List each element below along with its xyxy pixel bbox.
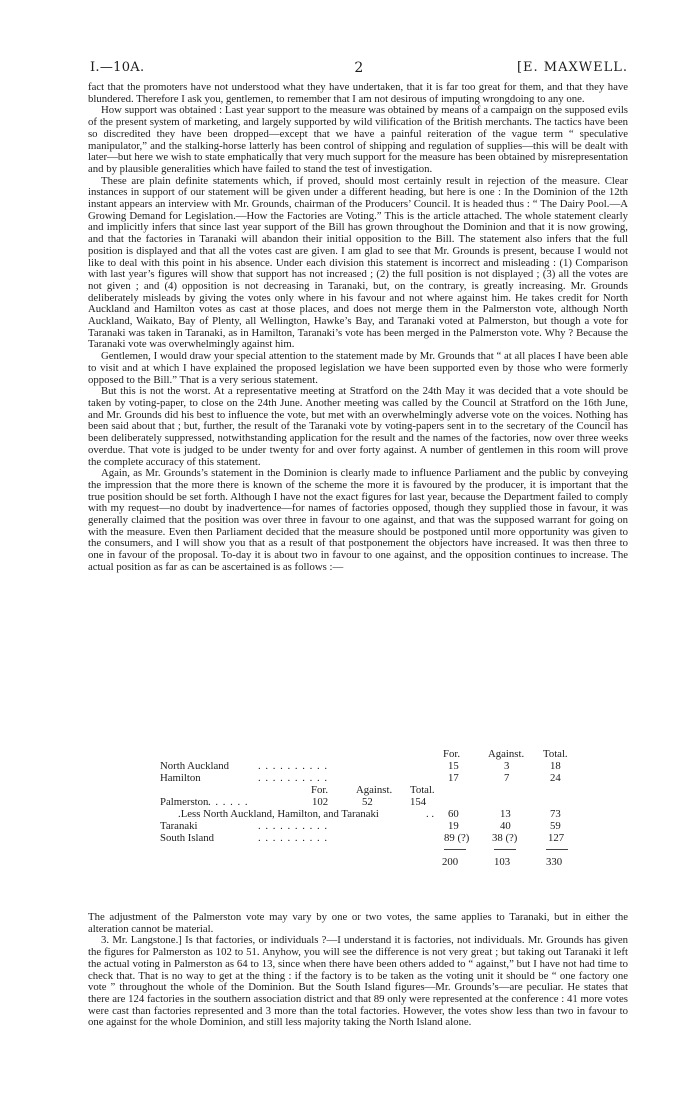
cell-for: 17 xyxy=(448,772,459,784)
paragraph: fact that the promoters have not understood what they have undertaken, that it is far too great for them, and that they have blundered. Therefore I ask you, gentlemen, to remember that I am not desirous of imputing wrongdoing to any one. xyxy=(88,81,628,105)
cell-against: 40 xyxy=(500,820,511,832)
cell-total: 24 xyxy=(550,772,561,784)
leader-dots: . . xyxy=(426,808,435,820)
paragraph: 3. Mr. Langstone.] Is that factories, or individuals ?—I understand it is factories, not individuals. Mr. Grounds has given the figures for Palmerston as 102 to 51. Anyhow, you will see the difference is not very great ; but taking out Taranaki it left the actual voting in Palmerston as 64 to 13, since when there have been others added to “ against,” but I have not had time to check that. That is no way to get at the thing : if the factory is to be taken as the voting unit it should be “ one factory one vote ” throughout the whole of the Dominion. But the South Island figures—Mr. Grounds’s—are peculiar. He states that there are 124 factories in the southern association district and that 89 only were represented at the conference : 41 more votes were cast than factories represented and 3 more than the total factories. However, the votes show less than two in favour to one against for the whole Dominion, and still less majority taking the North Island alone. xyxy=(88,934,628,1029)
leader-dots: . . . . . . . . . . xyxy=(258,832,329,844)
paragraph: But this is not the worst. At a representative meeting at Stratford on the 24th May it was decided that a vote should be taken by voting-paper, to close on the 24th June. Another meeting was called by the Council at Stratford on the 16th June, and Mr. Grounds did his best to influence the vote, but met with an overwhelmingly adverse vote on the voices. Nothing has been said about that ; but, further, the result of the Taranaki vote by voting-papers sent in to the secretary of the Council has been deliberately suppressed, notwithstanding application for the result and the names of the factories, now over three weeks overdue. That vote is judged to be under twenty for and over forty against. A number of gentlemen in this room will prove the complete accuracy of this statement. xyxy=(88,385,628,468)
row-label: North Auckland xyxy=(160,760,229,772)
cell-total: 73 xyxy=(550,808,561,820)
sum-rule xyxy=(546,849,568,850)
leader-dots: . . . . . . . . . . xyxy=(258,760,329,772)
row-label: Palmerston xyxy=(160,796,209,808)
cell-for: 89 (?) xyxy=(444,832,470,844)
total-against: 103 xyxy=(494,856,511,868)
paragraph: These are plain definite statements which, if proved, should most certainly result in rejection of the measure. Clear instances in support of our statement will be given under a different heading, but here is one : In the Dominion of the 12th instant appears an interview with Mr. Grounds, chairman of the Producers’ Council. It is headed thus : “ The Dairy Pool.—A Growing Demand for Legislation.—How the Factories are Voting.” This is the article attached. The whole statement clearly and implicitly infers that since last year support of the Bill has grown throughout the Dominion and that it is now growing, and that the factories in Taranaki will abandon their initial opposition to the Bill. The statement also infers that the full position is displayed and that all the votes cast are given. I am glad to see that Mr. Grounds is present, because I would not like to deal with this point in his absence. Under each division this statement is incorrect and misleading : (1) Comparison with last year’s figures will show that support has not increased ; (2) the full position is not displayed ; (3) all the votes are not given ; and (4) opposition is not decreasing in Taranaki, but, on the contrary, is greatly increasing. Mr. Grounds deliberately misleads by giving the votes only where in his favour and not where against him. He takes credit for North Auckland and Hamilton votes as cast at those places, and does not merge them in the Palmerston vote, although North Auckland, Waikato, Bay of Plenty, all Wellington, Hawke’s Bay, and Taranaki voted at Palmerston, but though a vote for Taranaki was taken in Taranaki, as in Hamilton, Taranaki’s vote has been merged in the Palmerston vote. Why ? Because the Taranaki vote was overwhelmingly against him. xyxy=(88,174,628,351)
cell-total: 59 xyxy=(550,820,561,832)
total-for: 200 xyxy=(442,856,459,868)
cell-against: 38 (?) xyxy=(492,832,518,844)
cell-for: 102 xyxy=(312,796,329,808)
page-header xyxy=(90,60,628,76)
paragraph: Gentlemen, I would draw your special attention to the statement made by Mr. Grounds that “ at all places I have been able to visit and at which I have explained the proposed legislation we have been supported even by those who were formerly opposed to the Bill.” That is a very serious statement. xyxy=(88,350,628,386)
cell-against: 13 xyxy=(500,808,511,820)
row-label: .Less North Auckland, Hamilton, and Taranaki xyxy=(178,808,379,820)
cell-against: 52 xyxy=(362,796,373,808)
paragraph: The adjustment of the Palmerston vote may vary by one or two votes, the same applies to Taranaki, but in either the alteration cannot be material. xyxy=(88,911,628,935)
sub-header-against: Against. xyxy=(356,784,393,796)
row-label: Taranaki xyxy=(160,820,198,832)
sum-rule xyxy=(494,849,516,850)
grand-total: 330 xyxy=(546,856,563,868)
page-number: 2 xyxy=(354,60,364,76)
cell-for: 19 xyxy=(448,820,459,832)
paragraph: Again, as Mr. Grounds’s statement in the Dominion is clearly made to influence Parliament and the public by conveying the impression that the more there is known of the scheme the more it is favoured by the producer, it is important that the true position should be set forth. Although I have not the exact figures for last year, because the Department failed to comply with my request—no doubt by inadvertence—for names of factories opposed, though they supplied those in favour, it was generally claimed that the position was over three in favour to one against, and that was the supposed warrant for going on with the measure. Even then Parliament decided that the measure should be postponed until more opportunity was given to the consumers, and I will show you that as a result of that postponement the objectors have increased. It was then three to one in favour of the proposal. To-day it is about two in favour to one against, and the opposition continues to increase. The actual position as far as can be ascertained is as follows :— xyxy=(88,467,628,573)
cell-for: 60 xyxy=(448,808,459,820)
witness-name: [E. MAXWELL. xyxy=(516,60,628,75)
closing-text xyxy=(88,912,628,1029)
sub-header-total: Total. xyxy=(410,784,435,796)
body-text xyxy=(88,82,628,574)
row-label: Hamilton xyxy=(160,772,201,784)
cell-for: 15 xyxy=(448,760,459,772)
cell-total: 127 xyxy=(548,832,565,844)
report-reference: I.—10A. xyxy=(90,60,145,75)
votes-table xyxy=(88,749,628,907)
col-header-total: Total. xyxy=(543,748,568,760)
sum-rule xyxy=(444,849,466,850)
cell-total: 154 xyxy=(410,796,427,808)
paragraph: How support was obtained : Last year support to the measure was obtained by means of a campaign on the supposed evils of the present system of marketing, and largely supported by wild vilification of the British merchants. The tactics have been so discredited they have been dropped—except that we have a painful reiteration of the vague term “ speculative manipulator,” and the stalking-horse latterly has been control of shipping and regulation of supplies—this will be dealt with later—but here we wish to state emphatically that very much support for the measure has been obtained by misrepresentation and by plausible generalities which have failed to stand the test of investigation. xyxy=(88,104,628,175)
leader-dots: . . . . . . . . . . xyxy=(258,772,329,784)
col-header-against: Against. xyxy=(488,748,525,760)
cell-against: 3 xyxy=(504,760,510,772)
col-header-for: For. xyxy=(443,748,461,760)
row-label: South Island xyxy=(160,832,215,844)
cell-against: 7 xyxy=(504,772,510,784)
cell-total: 18 xyxy=(550,760,561,772)
leader-dots: . . . . . . . . . . xyxy=(258,820,329,832)
sub-header-for: For. xyxy=(311,784,329,796)
leader-dots: . . . . . . xyxy=(208,796,249,808)
